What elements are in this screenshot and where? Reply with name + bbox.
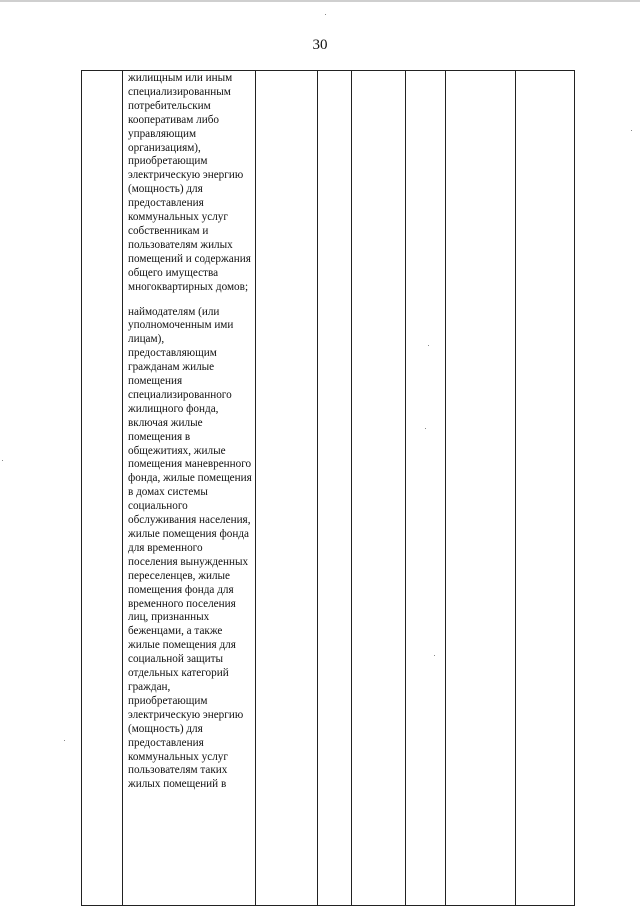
- description-paragraph: наймодателям (или уполномоченным ими лицам), предоставляющим гражданам жилые помещения специализированного жилищного фонда, включая жилые помещения в общежитиях, жилые помещения маневренного фонда, жилые помещения в домах системы социального обслуживания населения, жилые помещения фонда для временного поселения вынужденных переселенцев, жилые помещения фонда для временного поселения лиц, признанных беженцами, а также жилые помещения для социальной защиты отдельных категорий граждан, приобретающим электрическую энергию (мощность) для предоставления коммунальных услуг пользователям таких жилых помещений в: [128, 305, 252, 791]
- table-cell: [406, 71, 446, 906]
- description-paragraph: жилищным или иным специализированным потребительским кооперативам либо управляющим организациям), приобретающим электрическую энергию (мощность) для предоставления коммунальных услуг собственникам и пользователям жилых помещений и содержания общего имущества многоквартирных домов;: [128, 72, 251, 293]
- data-table: [81, 70, 575, 906]
- scan-speck: [64, 740, 65, 741]
- table-row: [82, 71, 575, 906]
- scan-speck: [425, 428, 426, 429]
- table-cell: [318, 71, 352, 906]
- table-cell: [256, 71, 318, 906]
- table-cell-description: [123, 71, 256, 906]
- table-cell: [516, 71, 575, 906]
- scan-speck: [434, 655, 435, 656]
- table-cell: [352, 71, 406, 906]
- scan-speck: [2, 460, 3, 461]
- table-cell: [446, 71, 516, 906]
- page-number: 30: [312, 37, 328, 53]
- scan-speck: [428, 345, 429, 346]
- table-cell-number: [82, 71, 123, 906]
- scan-speck: [325, 14, 326, 15]
- scan-top-edge: [0, 0, 640, 2]
- scan-speck: [631, 130, 632, 131]
